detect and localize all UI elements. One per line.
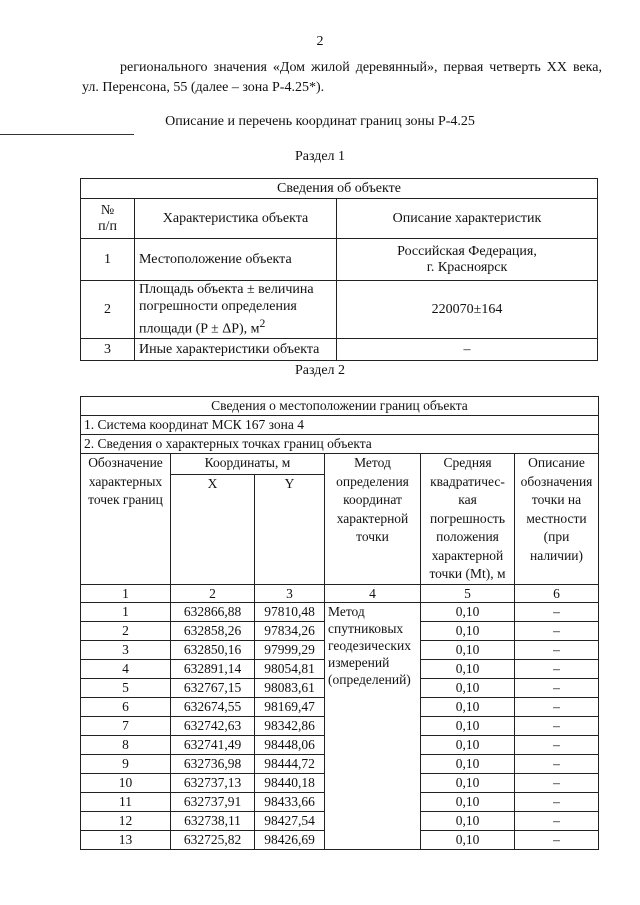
method-cell: Метод спутниковых геодезических измерений (определений)	[325, 602, 421, 849]
col-header-error: Средняя квадратичес-кая погрешность положения характерной точки (Mt), м	[421, 454, 515, 585]
point-x: 632850,16	[171, 640, 255, 659]
col-header-characteristic: Характеристика объекта	[135, 199, 337, 239]
point-number: 13	[81, 830, 171, 849]
col-header-x: X	[171, 475, 255, 584]
point-error: 0,10	[421, 716, 515, 735]
point-desc: –	[515, 773, 599, 792]
row-num: 1	[81, 239, 135, 281]
col-header-description: Описание характеристик	[337, 199, 598, 239]
row-num: 3	[81, 339, 135, 361]
intro-paragraph: регионального значения «Дом жилой деревянный», первая четверть XX века, ул. Перенсона, 55 (далее – зона Р-4.25*).	[82, 60, 602, 95]
point-desc: –	[515, 792, 599, 811]
point-number: 11	[81, 792, 171, 811]
point-desc: –	[515, 811, 599, 830]
point-number: 8	[81, 735, 171, 754]
point-y: 98342,86	[255, 716, 325, 735]
point-number: 4	[81, 659, 171, 678]
point-y: 98440,18	[255, 773, 325, 792]
object-info-table	[80, 178, 598, 361]
row-description: 220070±164	[337, 281, 598, 339]
point-desc: –	[515, 602, 599, 621]
section1-heading: Раздел 1	[294, 149, 346, 164]
point-y: 98444,72	[255, 754, 325, 773]
point-x: 632858,26	[171, 621, 255, 640]
object-info-title: Сведения об объекте	[81, 179, 598, 199]
point-desc: –	[515, 621, 599, 640]
point-y: 98426,69	[255, 830, 325, 849]
point-desc: –	[515, 716, 599, 735]
point-error: 0,10	[421, 773, 515, 792]
column-number: 2	[171, 584, 255, 602]
point-y: 97810,48	[255, 602, 325, 621]
point-error: 0,10	[421, 735, 515, 754]
point-desc: –	[515, 830, 599, 849]
row-characteristic	[135, 281, 337, 339]
point-desc: –	[515, 678, 599, 697]
points-info-label: 2. Сведения о характерных точках границ объекта	[81, 435, 599, 454]
column-number: 1	[81, 584, 171, 602]
point-number: 9	[81, 754, 171, 773]
row-characteristic: Местоположение объекта	[135, 239, 337, 281]
point-desc: –	[515, 697, 599, 716]
point-y: 98448,06	[255, 735, 325, 754]
point-desc: –	[515, 735, 599, 754]
point-number: 1	[81, 602, 171, 621]
point-x: 632866,88	[171, 602, 255, 621]
point-number: 10	[81, 773, 171, 792]
characteristic-text: Площадь объекта ± величина погрешности определения площади (P ± ΔP), м	[139, 282, 314, 337]
point-error: 0,10	[421, 754, 515, 773]
point-error: 0,10	[421, 602, 515, 621]
point-x: 632767,15	[171, 678, 255, 697]
point-x: 632674,55	[171, 697, 255, 716]
point-x: 632737,91	[171, 792, 255, 811]
point-error: 0,10	[421, 811, 515, 830]
point-error: 0,10	[421, 678, 515, 697]
point-number: 12	[81, 811, 171, 830]
row-description: –	[337, 339, 598, 361]
column-number: 6	[515, 584, 599, 602]
point-desc: –	[515, 640, 599, 659]
point-y: 98169,47	[255, 697, 325, 716]
point-x: 632742,63	[171, 716, 255, 735]
point-number: 3	[81, 640, 171, 659]
column-number: 3	[255, 584, 325, 602]
location-title: Сведения о местоположении границ объекта	[81, 397, 599, 416]
table-row	[81, 281, 598, 339]
point-x: 632738,11	[171, 811, 255, 830]
point-y: 98427,54	[255, 811, 325, 830]
col-header-y: Y	[255, 475, 325, 584]
point-error: 0,10	[421, 830, 515, 849]
col-header-desc: Описание обозначения точки на местности (при наличии)	[515, 454, 599, 585]
point-error: 0,10	[421, 659, 515, 678]
column-number: 5	[421, 584, 515, 602]
point-number: 7	[81, 716, 171, 735]
point-error: 0,10	[421, 621, 515, 640]
row-description: Российская Федерация, г. Красноярск	[337, 239, 598, 281]
point-x: 632736,98	[171, 754, 255, 773]
point-error: 0,10	[421, 697, 515, 716]
point-desc: –	[515, 659, 599, 678]
point-desc: –	[515, 754, 599, 773]
unit-superscript: 2	[259, 317, 266, 331]
boundary-points-table	[80, 396, 599, 850]
point-number: 6	[81, 697, 171, 716]
point-y: 97834,26	[255, 621, 325, 640]
col-header-coordinates: Координаты, м	[171, 454, 325, 475]
document-title: Описание и перечень координат границ зоны Р-4.25	[165, 114, 475, 129]
table-row	[81, 239, 598, 281]
table-row	[81, 602, 599, 621]
point-x: 632891,14	[171, 659, 255, 678]
column-number: 4	[325, 584, 421, 602]
col-header-num: № п/п	[81, 199, 135, 239]
point-y: 98433,66	[255, 792, 325, 811]
point-number: 5	[81, 678, 171, 697]
row-num: 2	[81, 281, 135, 339]
table-row	[81, 339, 598, 361]
point-x: 632737,13	[171, 773, 255, 792]
point-number: 2	[81, 621, 171, 640]
col-header-designation: Обозначение характерных точек границ	[81, 454, 171, 585]
divider-line	[0, 134, 134, 135]
point-x: 632725,82	[171, 830, 255, 849]
page-number: 2	[316, 34, 324, 49]
row-characteristic: Иные характеристики объекта	[135, 339, 337, 361]
point-x: 632741,49	[171, 735, 255, 754]
point-error: 0,10	[421, 792, 515, 811]
section2-heading: Раздел 2	[294, 363, 346, 378]
col-header-method: Метод определения координат характерной точки	[325, 454, 421, 585]
coordinate-system: 1. Система координат МСК 167 зона 4	[81, 416, 599, 435]
point-y: 98054,81	[255, 659, 325, 678]
point-y: 98083,61	[255, 678, 325, 697]
point-error: 0,10	[421, 640, 515, 659]
point-y: 97999,29	[255, 640, 325, 659]
